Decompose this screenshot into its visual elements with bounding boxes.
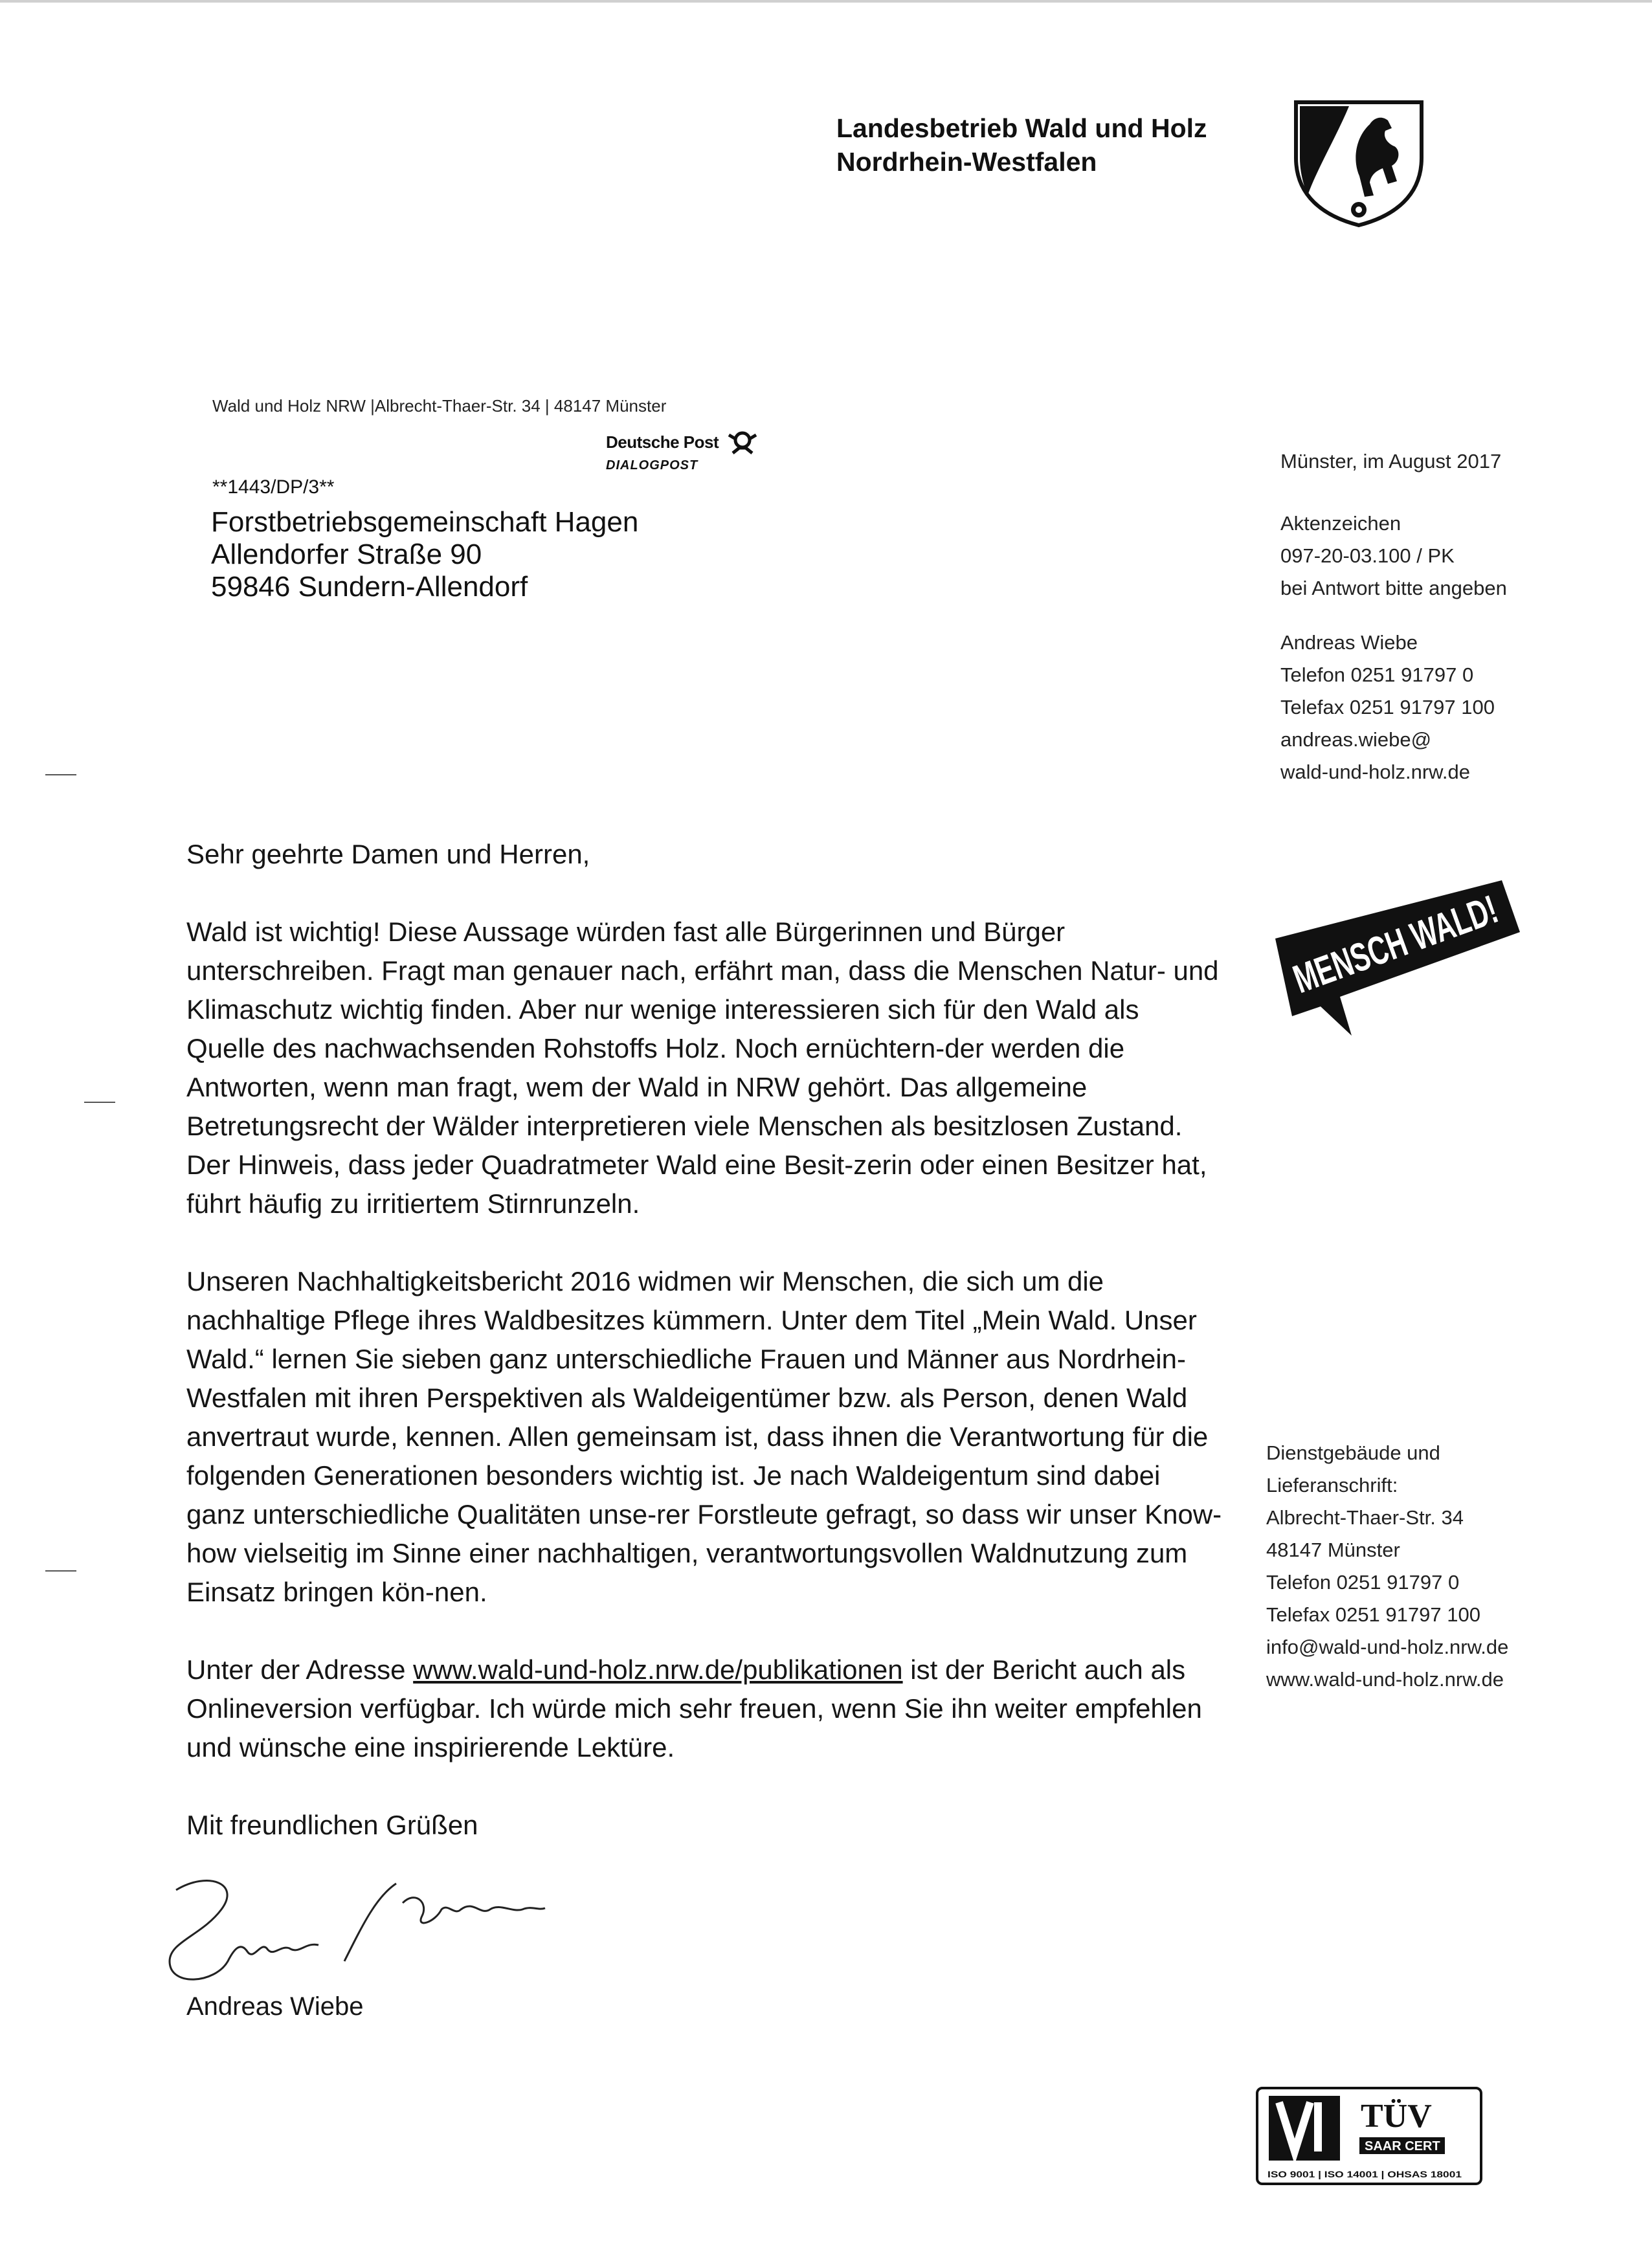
office-line-2: Lieferanschrift: xyxy=(1266,1474,1398,1496)
office-line-3: Albrecht-Thaer-Str. 34 xyxy=(1266,1506,1464,1529)
handwritten-signature xyxy=(150,1864,564,1994)
mensch-wald-speech-bubble xyxy=(1269,852,1601,1055)
recipient-name: Forstbetriebsgemeinschaft Hagen xyxy=(211,506,639,538)
letter-body xyxy=(186,835,1222,1845)
closing: Mit freundlichen Grüßen xyxy=(186,1810,478,1840)
reference-label: Aktenzeichen xyxy=(1280,512,1401,535)
callout-text: MENSCH WALD! xyxy=(1288,852,1601,1003)
postage-mark xyxy=(606,430,761,482)
office-line-5: Telefon 0251 91797 0 xyxy=(1266,1571,1460,1594)
org-line-2: Nordrhein-Westfalen xyxy=(836,147,1097,177)
letter-date: Münster, im August 2017 xyxy=(1280,450,1502,472)
recipient-city: 59846 Sundern-Allendorf xyxy=(211,571,528,603)
organization-name xyxy=(836,111,1207,179)
contact-fax: Telefax 0251 91797 100 xyxy=(1280,696,1495,718)
scan-edge xyxy=(0,0,1652,3)
paragraph-1: Wald ist wichtig! Diese Aussage würden fast alle Bürgerinnen und Bürger unterschreiben. Fragt man genauer nach, erfährt man, dass die Menschen Natur- und Klimaschutz wichtig finden. Aber nur wenige interessieren sich für den Wald als Quelle des nachwachsenden Rohstoffs Holz. Noch ernüchtern-der werden die Antworten, wenn man fragt, wem der Wald in NRW gehört. Das allgemeine Betretungsrecht der Wälder interpretieren viele Menschen als besitzlosen Zustand. Der Hinweis, dass jeder Quadratmeter Wald eine Besit-zerin oder einen Besitzer hat, führt häufig zu irritiertem Stirnrunzeln. xyxy=(186,917,1219,1219)
tuv-certification-logo xyxy=(1256,2087,1482,2185)
fold-mark-top xyxy=(45,774,76,775)
contact-email-2: wald-und-holz.nrw.de xyxy=(1280,761,1470,783)
mailing-code: **1443/DP/3** xyxy=(212,476,335,498)
salutation: Sehr geehrte Damen und Herren, xyxy=(186,839,590,869)
paragraph-2: Unseren Nachhaltigkeitsbericht 2016 widmen wir Menschen, die sich um die nachhaltige Pflege ihres Waldbesitzes kümmern. Unter dem Titel „Mein Wald. Unser Wald.“ lernen Sie sieben ganz unterschiedliche Frauen und Männer aus Nordrhein-Westfalen mit ihren Perspektiven als Waldeigentümer bzw. als Person, denen Wald anvertraut wurde, kennen. Allen gemeinsam ist, dass ihnen die Verantwortung für die folgenden Generationen besonders wichtig ist. Je nach Waldeigentum sind dabei ganz unterschiedliche Qualitäten unse-rer Forstleute gefragt, so dass wir unser Know-how vielseitig im Sinne einer nachhaltigen, verantwortungsvollen Waldnutzung zum Einsatz bringen kön-nen. xyxy=(186,1266,1222,1607)
tuv-standards: ISO 9001 | ISO 14001 | OHSAS 18001 xyxy=(1267,2169,1462,2179)
reference-block xyxy=(1280,507,1507,605)
recipient-address xyxy=(211,506,638,603)
sender-return-address: Wald und Holz NRW |Albrecht-Thaer-Str. 34 | 48147 Münster xyxy=(212,396,667,416)
contact-block xyxy=(1280,627,1495,788)
paragraph-3-pre: Unter der Adresse xyxy=(186,1654,414,1685)
tuv-mark: TÜV xyxy=(1361,2098,1432,2135)
postage-brand: Deutsche Post xyxy=(606,432,719,452)
postage-service: DIALOGPOST xyxy=(606,458,698,472)
org-line-1: Landesbetrieb Wald und Holz xyxy=(836,113,1207,143)
office-line-6: Telefax 0251 91797 100 xyxy=(1266,1603,1480,1626)
tuv-sub: SAAR CERT xyxy=(1365,2139,1440,2153)
contact-phone: Telefon 0251 91797 0 xyxy=(1280,663,1474,686)
signer-name: Andreas Wiebe xyxy=(186,1992,364,2021)
nrw-coat-of-arms-icon xyxy=(1291,98,1427,228)
office-line-8: www.wald-und-holz.nrw.de xyxy=(1266,1668,1504,1691)
reference-number: 097-20-03.100 / PK xyxy=(1280,544,1455,567)
contact-name: Andreas Wiebe xyxy=(1280,631,1418,654)
post-horn-icon xyxy=(726,430,759,458)
recipient-street: Allendorfer Straße 90 xyxy=(211,539,482,570)
office-line-1: Dienstgebäude und xyxy=(1266,1441,1440,1464)
fold-mark-bottom xyxy=(45,1570,76,1572)
office-address-block xyxy=(1266,1437,1508,1696)
reference-note: bei Antwort bitte angeben xyxy=(1280,577,1507,599)
publications-link[interactable]: www.wald-und-holz.nrw.de/publikationen xyxy=(413,1654,903,1685)
paragraph-3 xyxy=(186,1651,1222,1767)
punch-mark xyxy=(84,1102,115,1103)
contact-email-1: andreas.wiebe@ xyxy=(1280,728,1432,751)
paragraph-3-post: ist der Bericht auch als Onlineversion verfügbar. Ich würde mich sehr freuen, wenn Sie ihn weiter empfehlen und wünsche eine inspirierende Lektüre. xyxy=(186,1654,1202,1762)
office-line-7: info@wald-und-holz.nrw.de xyxy=(1266,1636,1509,1658)
office-line-4: 48147 Münster xyxy=(1266,1539,1400,1561)
